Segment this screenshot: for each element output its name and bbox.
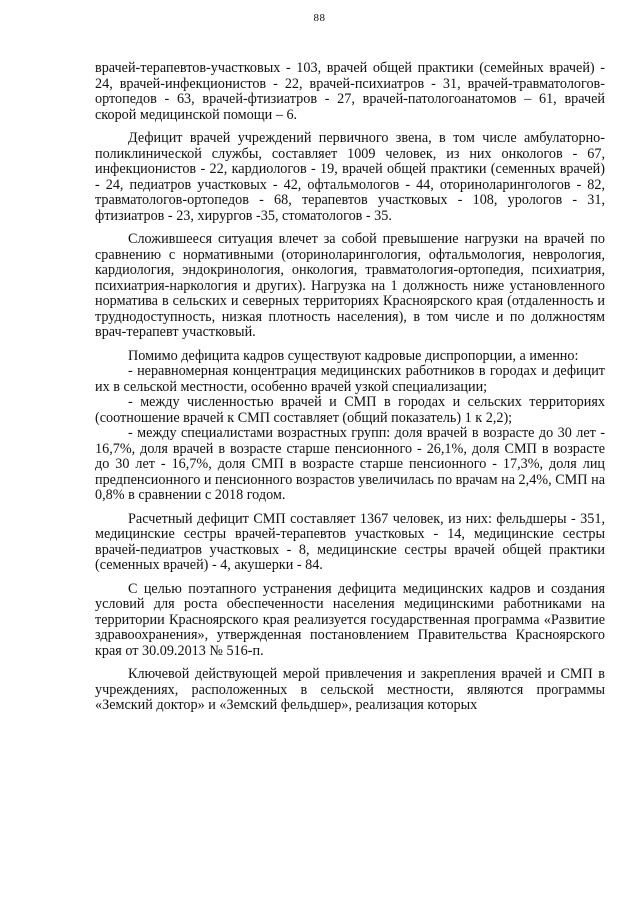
- paragraph-state-program: С целью поэтапного устранения дефицита медицинских кадров и создания условий для роста обеспеченности населения медицинскими работниками на территории Красноярского края реализуется государственная программа «Развитие здравоохранения», утвержденная постановлением Правительства Красноярского края от 30.09.2013 № 516-п.: [95, 580, 605, 659]
- paragraph-primary-care-deficit: Дефицит врачей учреждений первичного звена, в том числе амбулаторно-поликлинической службы, составляет 1009 человек, из них онкологов - 67, инфекционистов - 22, кардиологов - 19, врачей общей практики (семенных врачей) - 24, педиатров участковых - 42, офтальмологов - 44, оториноларингологов - 82, травматологов-ортопедов - 68, терапевтов участковых - 108, урологов - 31, фтизиатров - 23, хирургов -35, стоматологов - 35.: [95, 130, 605, 224]
- paragraph-nurse-deficit: Расчетный дефицит СМП составляет 1367 человек, из них: фельдшеры - 351, медицинские сестры врачей-терапевтов участковых - 14, медицинские сестры врачей-педиатров участковых - 8, медицинские сестры врачей общей практики (семенных врачей) - 4, акушерки - 84.: [95, 510, 605, 573]
- document-body: [95, 61, 605, 714]
- list-item-urban-rural-concentration: - неравномерная концентрация медицинских работников в городах и дефицит их в сельской местности, особенно врачей узкой специализации;: [95, 363, 605, 395]
- page-number: 88: [313, 12, 326, 24]
- paragraph-staff-imbalances-intro: Помимо дефицита кадров существуют кадровые диспропорции, а именно:: [128, 347, 579, 364]
- list-item-age-groups: - между специалистами возрастных групп: доля врачей в возрасте до 30 лет - 16,7%, доля врачей в возрасте старше пенсионного - 26,1%, доля СМП в возрасте до 30 лет - 16,7%, доля СМП в возрасте старше пенсионного - 17,3%, доля лиц предпенсионного и пенсионного возрастов увеличилась по врачам на 2,4%, СМП на 0,8% в сравнении с 2018 годом.: [95, 425, 605, 503]
- list-item-doctor-nurse-ratio: - между численностью врачей и СМП в городах и сельских территориях (соотношение врачей к СМП составляет (общий показатель) 1 к 2,2);: [95, 394, 605, 426]
- paragraph-zemsky-programs: Ключевой действующей мерой привлечения и закрепления врачей и СМП в учреждениях, расположенных в сельской местности, являются программы «Земский доктор» и «Земский фельдшер», реализация которых: [95, 666, 605, 713]
- paragraph-workload-situation: Сложившееся ситуация влечет за собой превышение нагрузки на врачей по сравнению с нормативными (оториноларингология, офтальмология, неврология, кардиология, эндокринология, онкология, травматология-ортопедия, психиатрия, психиатрия-наркология и других). Нагрузка на 1 должность ниже установленного норматива в сельских и северных территориях Красноярского края (отдаленность и труднодоступность, низкая плотность населения), в том числе и по должностям врач-терапевт участковый.: [95, 231, 605, 340]
- paragraph-specialists-shortage-continued: врачей-терапевтов-участковых - 103, врачей общей практики (семейных врачей) - 24, врачей-инфекционистов - 22, врачей-психиатров - 31, врачей-травматологов-ортопедов - 63, врачей-фтизиатров - 27, врачей-патологоанатомов – 61, врачей скорой медицинской помощи – 6.: [95, 60, 605, 123]
